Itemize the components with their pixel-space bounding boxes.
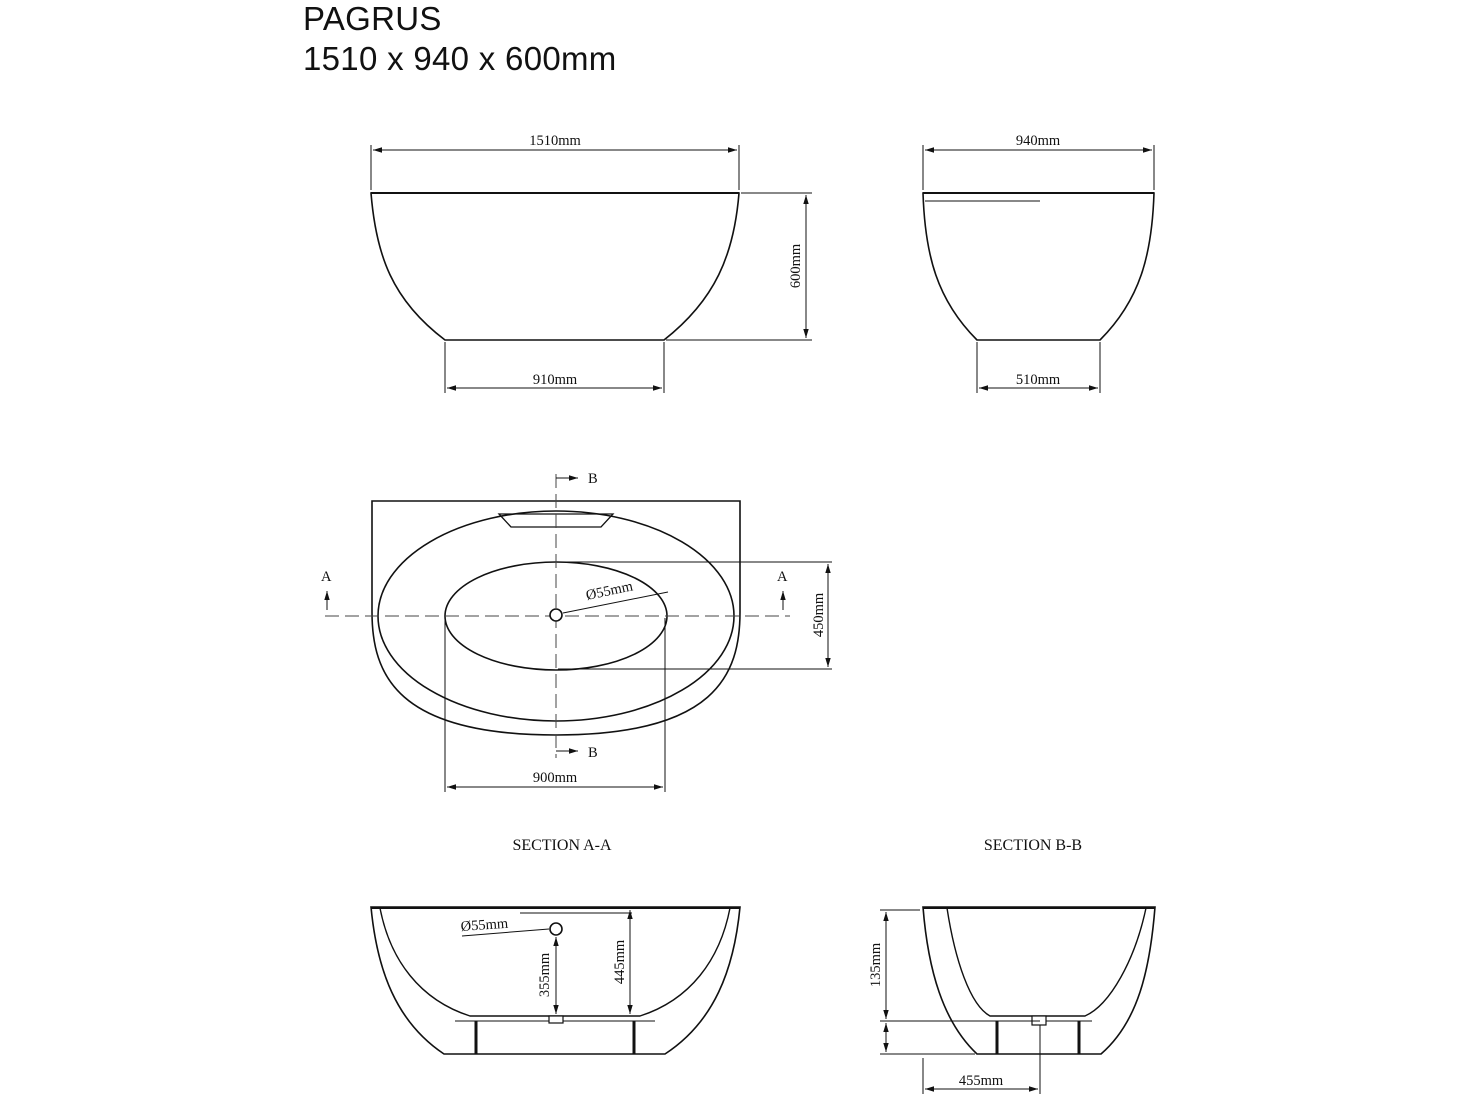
waste-offset-label: 455mm <box>958 1073 1004 1089</box>
side-view <box>923 133 1154 393</box>
section-marker-a-right: A <box>777 569 788 585</box>
depth-label: 445mm <box>612 939 628 985</box>
overall-dimensions: 1510 x 940 x 600mm <box>303 40 617 77</box>
section-marker-b-bottom: B <box>588 745 598 761</box>
front-height-label: 600mm <box>788 243 804 289</box>
side-base-label: 510mm <box>1015 372 1061 388</box>
clearance-label: 135mm <box>868 942 884 988</box>
section-marker-b-top: B <box>588 471 598 487</box>
side-width-label: 940mm <box>1015 133 1061 149</box>
section-b-outer-shell <box>923 907 1155 1054</box>
section-b-view <box>868 837 1155 1094</box>
section-marker-a-left: A <box>321 569 332 585</box>
side-view-outline <box>923 193 1154 340</box>
plan-view <box>321 471 832 792</box>
front-view <box>371 133 812 393</box>
overflow-height-label: 355mm <box>537 952 553 998</box>
plan-waste-label: Ø55mm <box>584 578 635 604</box>
section-a-waste-label: Ø55mm <box>460 915 509 935</box>
section-b-title: SECTION B-B <box>983 837 1083 854</box>
section-a-title: SECTION A-A <box>512 837 612 854</box>
section-a-waste-body <box>549 1016 563 1023</box>
section-a-view <box>371 837 740 1054</box>
overflow-outlet-icon <box>550 923 562 935</box>
plan-width-label: 450mm <box>811 592 827 638</box>
plan-length-label: 900mm <box>532 770 578 786</box>
front-length-label: 1510mm <box>529 133 581 149</box>
waste-outlet-icon <box>550 609 562 621</box>
front-view-outline <box>371 193 739 340</box>
front-base-label: 910mm <box>532 372 578 388</box>
product-name: PAGRUS <box>303 0 442 37</box>
